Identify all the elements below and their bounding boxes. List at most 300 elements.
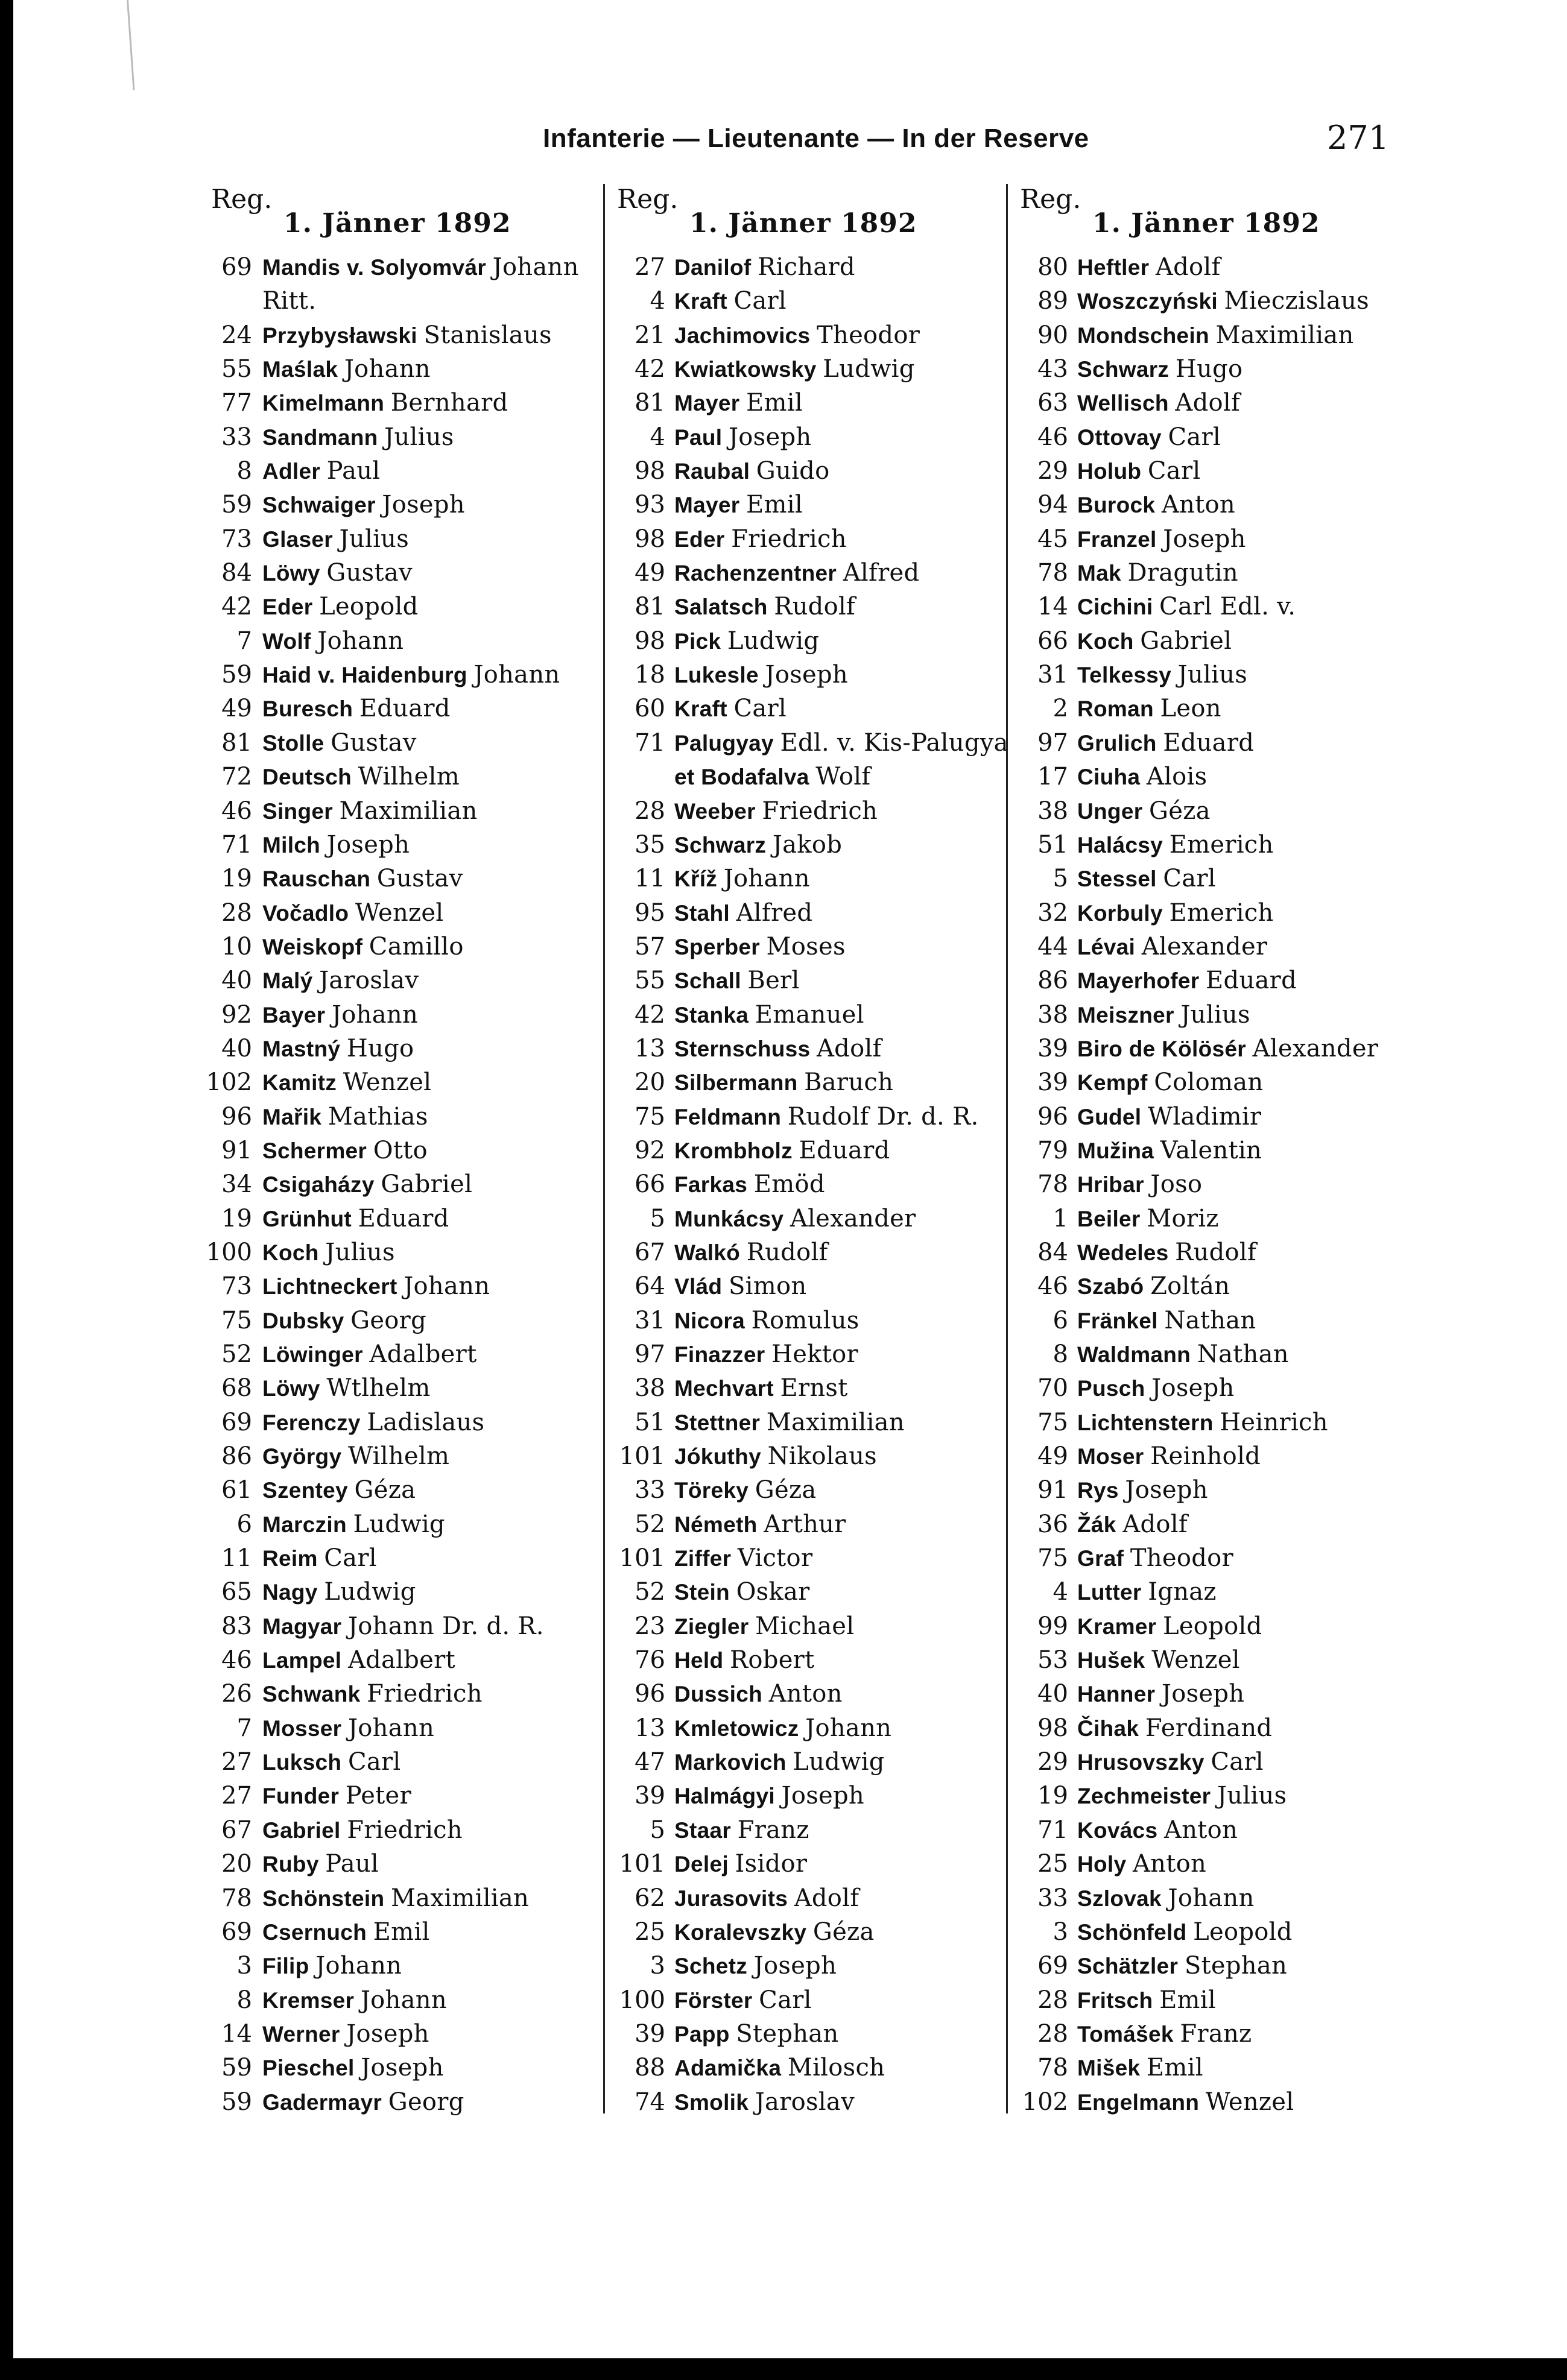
officer-name [674, 1745, 885, 1779]
officer-name [674, 1032, 882, 1066]
surname: Filip [262, 1954, 309, 1979]
regiment-number: 52 [221, 1340, 252, 1368]
officer-name [262, 1881, 529, 1916]
surname: Sperber [674, 934, 760, 959]
officer-name [1077, 1473, 1208, 1507]
given-name: Alexander [1141, 932, 1268, 961]
surname: Deutsch [262, 765, 352, 790]
officer-name [1077, 896, 1273, 930]
regiment-number: 75 [635, 1102, 665, 1131]
given-name: Michael [755, 1612, 855, 1640]
surname: Woszczyński [1077, 289, 1218, 314]
surname: Held [674, 1648, 724, 1673]
given-name: Victor [737, 1544, 813, 1573]
surname: Schetz [674, 1954, 748, 1979]
given-name: Coloman [1154, 1068, 1264, 1097]
regiment-number: 10 [221, 932, 252, 961]
list-item [1008, 760, 1406, 794]
regiment-number: 39 [635, 2019, 665, 2048]
list-item [199, 488, 597, 522]
surname: Sandmann [262, 425, 378, 450]
given-name: Leon [1160, 695, 1221, 723]
surname: Wolf [262, 628, 311, 654]
list-item [605, 1202, 1003, 1236]
surname: Magyar [262, 1614, 342, 1639]
list-item [605, 1677, 1003, 1711]
given-name: Johann [473, 661, 560, 689]
surname: Palugyay [674, 730, 774, 756]
regiment-number: 66 [635, 1170, 665, 1199]
officer-name [674, 590, 855, 624]
officer-name [262, 1949, 402, 1983]
given-name: Joseph [1125, 1476, 1208, 1504]
surname: Koch [1077, 628, 1134, 654]
given-name: Alexander [1252, 1034, 1379, 1062]
list-item [199, 352, 597, 386]
given-name: Jakob [772, 830, 843, 859]
officer-name [674, 1711, 891, 1746]
officer-name [262, 1507, 445, 1542]
regiment-number: 3 [1053, 1918, 1068, 1946]
officer-name [674, 930, 846, 964]
regiment-number: 8 [236, 457, 252, 485]
regiment-number: 32 [1037, 898, 1068, 927]
given-name: Johann [344, 355, 431, 384]
regiment-number: 8 [1053, 1340, 1068, 1368]
regiment-number: 28 [221, 898, 252, 927]
regiment-number: 42 [635, 355, 665, 384]
list-item [605, 1065, 1003, 1099]
regiment-number: 29 [1037, 457, 1068, 485]
officer-name [1077, 1711, 1272, 1746]
entry-list [605, 250, 1008, 2119]
list-item [1008, 284, 1406, 318]
given-name: Leopold [319, 593, 419, 621]
officer-name [674, 2051, 885, 2085]
surname: Stein [674, 1580, 730, 1605]
surname: Kraft [674, 696, 727, 722]
officer-name [262, 658, 560, 692]
list-item [1008, 420, 1406, 454]
given-name: Friedrich [347, 1816, 463, 1844]
column-1 [199, 184, 597, 2116]
officer-name [1077, 590, 1296, 624]
given-name: Ritt. [262, 287, 317, 315]
regiment-number: 81 [635, 389, 665, 417]
list-item [605, 1269, 1003, 1303]
list-item [605, 386, 1003, 420]
officer-name [262, 1406, 484, 1440]
regiment-number: 83 [221, 1612, 252, 1640]
officer-name [1077, 1643, 1240, 1678]
list-item [1008, 1473, 1406, 1507]
officer-name [674, 2017, 839, 2051]
list-item [1008, 692, 1406, 725]
surname: Tomášek [1077, 2021, 1174, 2047]
surname: Rys [1077, 1478, 1119, 1503]
regiment-number: 95 [635, 898, 665, 927]
regiment-number: 90 [1037, 321, 1068, 349]
list-item [199, 1847, 597, 1881]
list-item [1008, 590, 1406, 623]
officer-name [1077, 624, 1232, 658]
surname: Schönstein [262, 1886, 385, 1911]
surname: Holub [1077, 459, 1142, 484]
officer-name [674, 1949, 837, 1983]
given-name: Emil [746, 389, 803, 417]
given-name: Johann [492, 253, 579, 281]
given-name: Alexander [790, 1204, 916, 1233]
given-name: Peter [345, 1782, 411, 1810]
surname: Schönfeld [1077, 1919, 1187, 1945]
surname: et Bodafalva [674, 765, 809, 790]
regiment-number: 71 [221, 830, 252, 859]
officer-name [674, 318, 920, 353]
given-name: Carl [1147, 457, 1201, 485]
regiment-number: 78 [1037, 1170, 1068, 1199]
surname: Markovich [674, 1750, 787, 1775]
regiment-number: 19 [1037, 1782, 1068, 1810]
given-name: Georg [350, 1306, 426, 1334]
regiment-number: 59 [221, 2054, 252, 2082]
officer-name [1077, 2051, 1203, 2085]
surname: Szlovak [1077, 1886, 1162, 1911]
surname: Wellisch [1077, 391, 1169, 416]
list-item [605, 1304, 1003, 1337]
given-name: Emanuel [755, 1000, 864, 1029]
list-item [605, 760, 1003, 794]
list-item [199, 590, 597, 623]
regiment-number: 52 [635, 1578, 665, 1606]
list-item [1008, 964, 1406, 997]
given-name: Friedrich [731, 525, 847, 553]
list-item [1008, 1406, 1406, 1439]
list-item [199, 896, 597, 930]
given-name: Anton [1161, 491, 1235, 519]
list-item [199, 1065, 597, 1099]
surname: Fränkel [1077, 1308, 1158, 1333]
given-name: Paul [326, 457, 381, 485]
list-item [605, 1507, 1003, 1541]
regiment-number: 62 [635, 1884, 665, 1912]
surname: Kraft [674, 289, 727, 314]
regiment-number: 49 [635, 559, 665, 587]
surname: Förster [674, 1987, 753, 2013]
list-item [1008, 828, 1406, 862]
officer-name [674, 1371, 848, 1406]
given-name: Carl [1211, 1748, 1264, 1776]
regiment-number: 52 [635, 1510, 665, 1538]
officer-name [262, 1847, 379, 1881]
regiment-number: 99 [1037, 1612, 1068, 1640]
surname: Glaser [262, 526, 333, 552]
regiment-number: 33 [635, 1476, 665, 1504]
officer-name [262, 1439, 449, 1474]
officer-name [1077, 522, 1246, 557]
officer-name [674, 556, 919, 590]
column-3 [1006, 184, 1406, 2116]
list-item [1008, 352, 1406, 386]
regiment-number: 1 [1053, 1204, 1068, 1233]
given-name: Johann [1168, 1884, 1255, 1912]
list-item [199, 1406, 597, 1439]
officer-name [674, 1847, 807, 1881]
officer-name [674, 896, 812, 930]
officer-name [674, 1575, 810, 1609]
given-name: Simon [728, 1272, 807, 1301]
list-item [199, 1337, 597, 1371]
surname: Lukesle [674, 663, 759, 688]
list-item [605, 1100, 1003, 1134]
regiment-number: 100 [206, 1238, 252, 1266]
surname: Hribar [1077, 1172, 1144, 1198]
surname: Weiskopf [262, 934, 363, 959]
given-name: Johann [404, 1272, 490, 1301]
list-item [605, 522, 1003, 556]
given-name: Joso [1150, 1170, 1203, 1199]
officer-name [1077, 794, 1211, 829]
regiment-number: 23 [635, 1612, 665, 1640]
surname: Töreky [674, 1478, 749, 1503]
surname: Walkó [674, 1240, 741, 1265]
surname: Kmletowicz [674, 1716, 799, 1741]
surname: Mišek [1077, 2056, 1141, 2081]
regiment-number: 102 [206, 1068, 252, 1097]
regiment-number: 96 [1037, 1102, 1068, 1131]
surname: Roman [1077, 696, 1154, 722]
list-item [1008, 2017, 1406, 2051]
given-name: Leopold [1193, 1918, 1293, 1946]
list-item [605, 930, 1003, 964]
regiment-number: 76 [635, 1646, 665, 1675]
given-name: Franz [1180, 2019, 1252, 2048]
column-2 [603, 184, 1008, 2116]
list-item [199, 1575, 597, 1609]
surname: Munkácsy [674, 1206, 784, 1231]
surname: Žák [1077, 1512, 1116, 1537]
surname: Luksch [262, 1750, 342, 1775]
regiment-number: 47 [635, 1748, 665, 1776]
surname: Schall [674, 968, 741, 994]
surname: Jókuthy [674, 1444, 761, 1469]
regiment-number: 29 [1037, 1748, 1068, 1776]
list-item [199, 1202, 597, 1236]
surname: Mayerhofer [1077, 968, 1200, 994]
regiment-number: 73 [221, 1272, 252, 1301]
given-name: Géza [354, 1476, 416, 1504]
regiment-number: 33 [1037, 1884, 1068, 1912]
given-name: Hugo [1175, 355, 1243, 384]
officer-name [262, 1915, 430, 1949]
list-item [199, 1541, 597, 1575]
given-name: Wilhelm [347, 1442, 450, 1471]
given-name: Emerich [1169, 830, 1274, 859]
given-name: Wenzel [1205, 2088, 1294, 2116]
given-name: Jaroslav [755, 2088, 855, 2116]
officer-name [262, 2017, 429, 2051]
list-item [1008, 386, 1406, 420]
reg-label: Reg. [1020, 184, 1081, 215]
list-item [199, 454, 597, 488]
surname: Ciuha [1077, 765, 1141, 790]
surname: Mondschein [1077, 323, 1209, 348]
surname: Burock [1077, 493, 1156, 518]
surname: Jurasovits [674, 1886, 788, 1911]
given-name: Theodor [817, 321, 920, 349]
regiment-number: 45 [1037, 525, 1068, 553]
officer-name [674, 1304, 859, 1338]
officer-name [1077, 1304, 1256, 1338]
list-item [199, 998, 597, 1032]
surname: Staar [674, 1817, 732, 1843]
surname: Gudel [1077, 1104, 1142, 1129]
officer-name [1077, 1541, 1233, 1576]
regiment-number: 28 [1037, 1986, 1068, 2014]
surname: Szentey [262, 1478, 348, 1503]
list-item [1008, 250, 1406, 284]
surname: Pieschel [262, 2056, 355, 2081]
list-item [605, 2085, 1003, 2119]
regiment-number: 46 [221, 1646, 252, 1675]
officer-name [1077, 692, 1221, 726]
officer-name [1077, 1439, 1261, 1474]
surname: Maślak [262, 357, 338, 382]
surname: Holy [1077, 1852, 1127, 1877]
officer-name [262, 828, 410, 862]
list-item [199, 692, 597, 725]
given-name: Carl [733, 695, 787, 723]
surname: Schwarz [674, 832, 767, 857]
given-name: Ludwig [823, 355, 915, 384]
surname: Mužina [1077, 1138, 1154, 1163]
regiment-number: 19 [221, 1204, 252, 1233]
officer-name [1077, 2017, 1252, 2051]
given-name: Eduard [359, 695, 451, 723]
surname: Biro de Kölösér [1077, 1036, 1246, 1061]
officer-name [674, 828, 842, 862]
regiment-number: 98 [635, 627, 665, 655]
surname: Waldmann [1077, 1342, 1191, 1367]
surname: Krombholz [674, 1138, 793, 1163]
given-name: Wolf [815, 763, 871, 791]
given-name: Hektor [771, 1340, 858, 1368]
regiment-number: 55 [635, 967, 665, 995]
given-name: Stanislaus [423, 321, 552, 349]
surname: Löwy [262, 561, 320, 586]
list-item [1008, 1541, 1406, 1575]
officer-name [262, 930, 464, 964]
regiment-number: 59 [221, 2088, 252, 2116]
list-item [1008, 1304, 1406, 1337]
list-item [605, 1371, 1003, 1405]
surname: Haid v. Haidenburg [262, 663, 467, 688]
list-item [605, 1473, 1003, 1507]
given-name: Adolf [1175, 389, 1241, 417]
regiment-number: 53 [1037, 1646, 1068, 1675]
given-name: Arthur [764, 1510, 846, 1538]
officer-name [1077, 658, 1247, 692]
officer-name [262, 1813, 463, 1848]
given-name: Joseph [781, 1782, 864, 1810]
regiment-number: 96 [635, 1680, 665, 1708]
list-item [605, 1745, 1003, 1779]
given-name: Eduard [799, 1136, 890, 1164]
list-item [1008, 1677, 1406, 1711]
given-name: Stephan [736, 2019, 839, 2048]
given-name: Emil [1146, 2054, 1203, 2082]
regiment-number: 13 [635, 1034, 665, 1062]
regiment-number: 31 [1037, 661, 1068, 689]
surname: Lampel [262, 1648, 342, 1673]
regiment-number: 93 [635, 491, 665, 519]
regiment-number: 78 [221, 1884, 252, 1912]
scan-bottom-border [0, 2358, 1567, 2380]
surname: Kwiatkowsky [674, 357, 817, 382]
regiment-number: 81 [221, 728, 252, 757]
list-item [605, 726, 1008, 760]
officer-name [674, 658, 848, 692]
given-name: Emöd [753, 1170, 825, 1199]
regiment-number: 20 [635, 1068, 665, 1097]
surname: Gabriel [262, 1817, 341, 1843]
surname: Pick [674, 628, 721, 654]
list-item [1008, 1983, 1406, 2017]
officer-name [674, 1643, 814, 1678]
surname: Hušek [1077, 1648, 1145, 1673]
list-item [199, 1677, 597, 1711]
given-name: Julius [384, 423, 454, 451]
column-date-heading: 1. Jänner 1892 [1092, 208, 1320, 239]
surname: Halmágyi [674, 1784, 775, 1809]
regiment-number: 91 [221, 1136, 252, 1164]
officer-name [262, 692, 451, 726]
list-item [605, 1813, 1003, 1847]
list-item [1008, 794, 1406, 828]
surname: Wedeles [1077, 1240, 1169, 1265]
regiment-number: 86 [1037, 967, 1068, 995]
regiment-number: 101 [619, 1850, 665, 1878]
list-item [1008, 658, 1406, 692]
regiment-number: 38 [635, 1374, 665, 1403]
officer-name [674, 1406, 905, 1440]
given-name: Adolf [816, 1034, 882, 1062]
given-name: Johann [805, 1714, 892, 1742]
surname: Mechvart [674, 1376, 774, 1401]
officer-name [1077, 1949, 1287, 1983]
given-name: Eduard [358, 1204, 449, 1233]
officer-name [1077, 828, 1274, 862]
list-item [199, 1473, 597, 1507]
officer-name [262, 1711, 434, 1746]
given-name: Adalbert [369, 1340, 477, 1368]
given-name: Johann Dr. d. R. [347, 1612, 544, 1640]
officer-name [262, 590, 419, 624]
officer-name [1077, 1813, 1238, 1848]
regiment-number: 75 [1037, 1544, 1068, 1573]
list-item [199, 862, 597, 895]
list-item [1008, 1711, 1406, 1745]
given-name: Maximilian [766, 1408, 905, 1436]
surname: Csernuch [262, 1919, 367, 1945]
surname: Engelmann [1077, 2089, 1200, 2115]
regiment-number: 101 [619, 1442, 665, 1471]
regiment-number: 25 [1037, 1850, 1068, 1878]
list-item [1008, 896, 1406, 930]
given-name: Adalbert [347, 1646, 455, 1675]
list-item [1008, 1371, 1406, 1405]
officer-name [262, 488, 465, 522]
regiment-number: 39 [635, 1782, 665, 1810]
